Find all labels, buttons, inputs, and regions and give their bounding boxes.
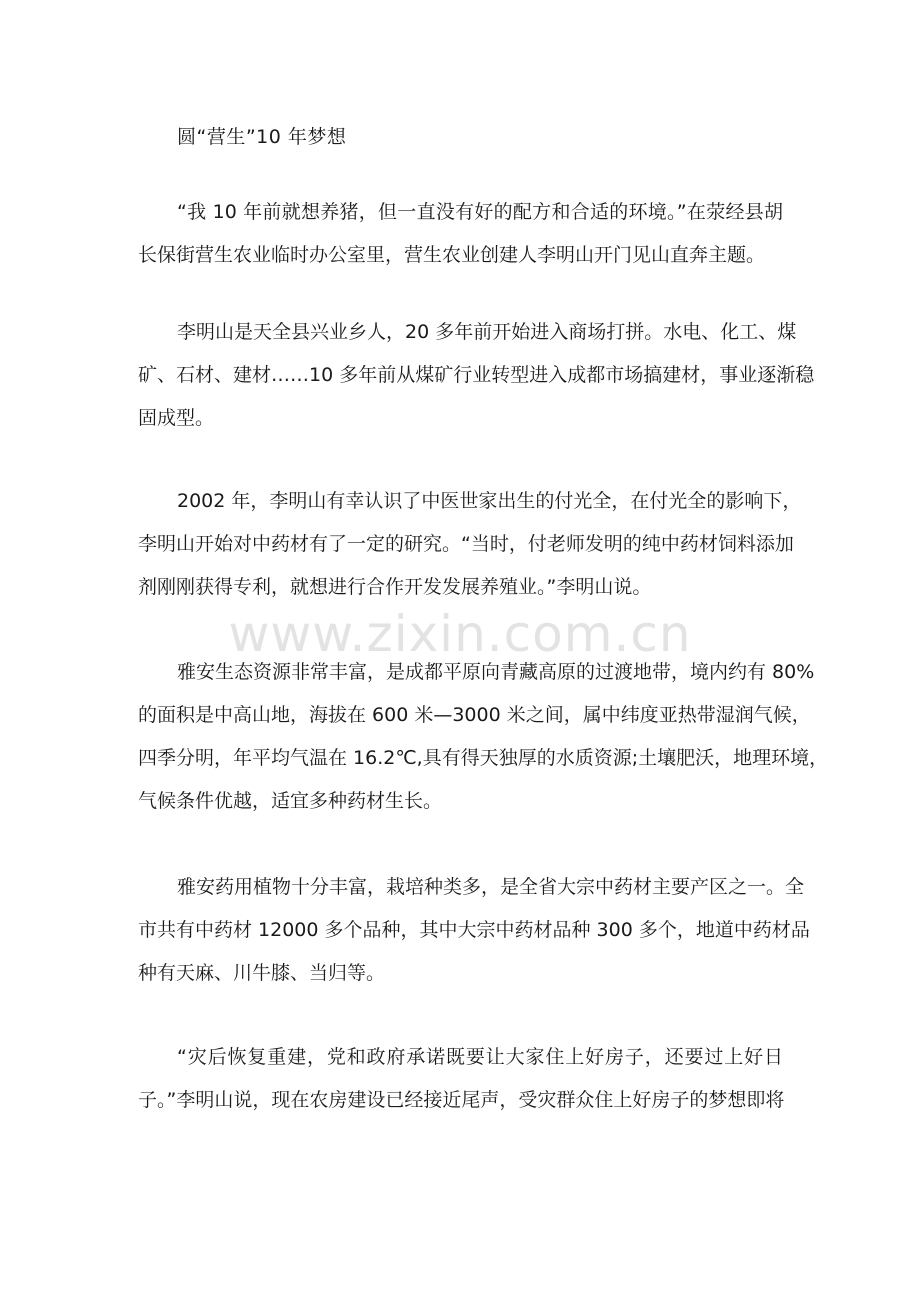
paragraph-line: “我 10 年前就想养猪，但一直没有好的配方和合适的环境。”在荥经县胡 — [177, 201, 783, 223]
paragraph-1 — [138, 191, 783, 277]
paragraph-line: 气候条件优越，适宜多种药材生长。 — [138, 790, 443, 812]
paragraph-line: 李明山开始对中药材有了一定的研究。“当时，付老师发明的纯中药材饲料添加 — [138, 533, 794, 555]
paragraph-line: 雅安药用植物十分丰富，栽培种类多，是全省大宗中药材主要产区之一。全 — [177, 876, 805, 898]
paragraph-line: 2002 年，李明山有幸认识了中医世家出生的付光全，在付光全的影响下， — [177, 490, 802, 512]
paragraph-line: 长保街营生农业临时办公室里，营生农业创建人李明山开门见山直奔主题。 — [138, 244, 766, 266]
paragraph-3 — [138, 480, 802, 609]
paragraph-line: 种有天麻、川牛膝、当归等。 — [138, 962, 386, 984]
paragraph-2 — [138, 311, 815, 440]
paragraph-line: 李明山是天全县兴业乡人，20 多年前开始进入商场打拼。水电、化工、煤 — [177, 321, 797, 343]
paragraph-line: 的面积是中高山地，海拔在 600 米—3000 米之间，属中纬度亚热带湿润气候， — [138, 704, 811, 726]
paragraph-6 — [138, 1036, 783, 1122]
paragraph-line: 市共有中药材 12000 多个品种，其中大宗中药材品种 300 多个，地道中药材品 — [138, 919, 810, 941]
paragraph-line: 固成型。 — [138, 407, 215, 429]
paragraph-line: “灾后恢复重建，党和政府承诺既要让大家住上好房子，还要过上好日 — [177, 1046, 783, 1068]
paragraph-line: 子。”李明山说，现在农房建设已经接近尾声，受灾群众住上好房子的梦想即将 — [138, 1089, 785, 1111]
paragraph-line: 矿、石材、建材……10 多年前从煤矿行业转型进入成都市场搞建材，事业逐渐稳 — [138, 364, 815, 386]
paragraph-5 — [138, 866, 810, 995]
paragraph-line: 雅安生态资源非常丰富，是成都平原向青藏高原的过渡地带，境内约有 80% — [177, 661, 815, 683]
watermark: www.zixin.com.cn — [228, 605, 692, 663]
paragraph-line: 剂刚刚获得专利，就想进行合作开发发展养殖业。”李明山说。 — [138, 576, 652, 598]
paragraph-line: 四季分明，年平均气温在 16.2℃,具有得天独厚的水质资源;土壤肥沃，地理环境， — [138, 747, 829, 769]
section-heading: 圆“营生”10 年梦想 — [177, 126, 347, 148]
paragraph-4 — [138, 651, 829, 823]
